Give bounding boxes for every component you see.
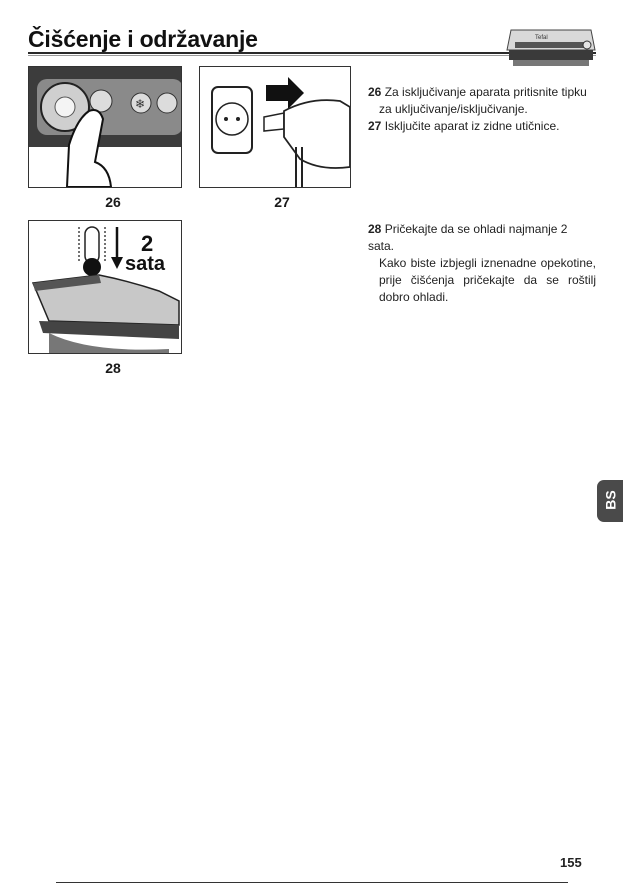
step-continuation: za uključivanje/isključivanje. (379, 102, 528, 116)
page-title: Čišćenje i održavanje (28, 26, 258, 52)
cooling-time-value: 2 (141, 231, 154, 256)
figure-27-number: 27 (274, 194, 290, 210)
step-number: 28 (368, 222, 382, 236)
svg-text:Tefal: Tefal (535, 35, 548, 41)
page-number: 155 (560, 855, 582, 870)
step-number: 27 (368, 119, 382, 133)
instructions-block-2 (368, 221, 596, 306)
instructions-block-1 (368, 84, 596, 135)
figure-26-number: 26 (105, 194, 121, 210)
grill-thumbnail-image (505, 20, 597, 68)
svg-text:❄: ❄ (135, 97, 146, 111)
cooling-time-unit: sata (125, 253, 166, 275)
step-text: Za isključivanje aparata pritisnite tipku (384, 85, 587, 99)
figure-27 (199, 66, 351, 188)
step-text: Isključite aparat iz zidne utičnice. (384, 119, 560, 133)
footer-rule (56, 882, 568, 883)
instruction-28 (368, 221, 596, 255)
instruction-26 (368, 84, 596, 101)
language-tab (597, 480, 623, 522)
instruction-27 (368, 118, 596, 135)
figure-26 (28, 66, 182, 188)
language-code: BS (602, 490, 619, 510)
step-number: 26 (368, 85, 382, 99)
step-continuation: Kako biste izbjegli iznenadne opekotine, prije čišćenja pričekajte da se roštilj dobro ohladi. (379, 256, 596, 304)
figure-28-number: 28 (105, 360, 121, 376)
step-text: Pričekajte da se ohladi najmanje 2 sata. (368, 222, 568, 253)
figure-28 (28, 220, 182, 354)
